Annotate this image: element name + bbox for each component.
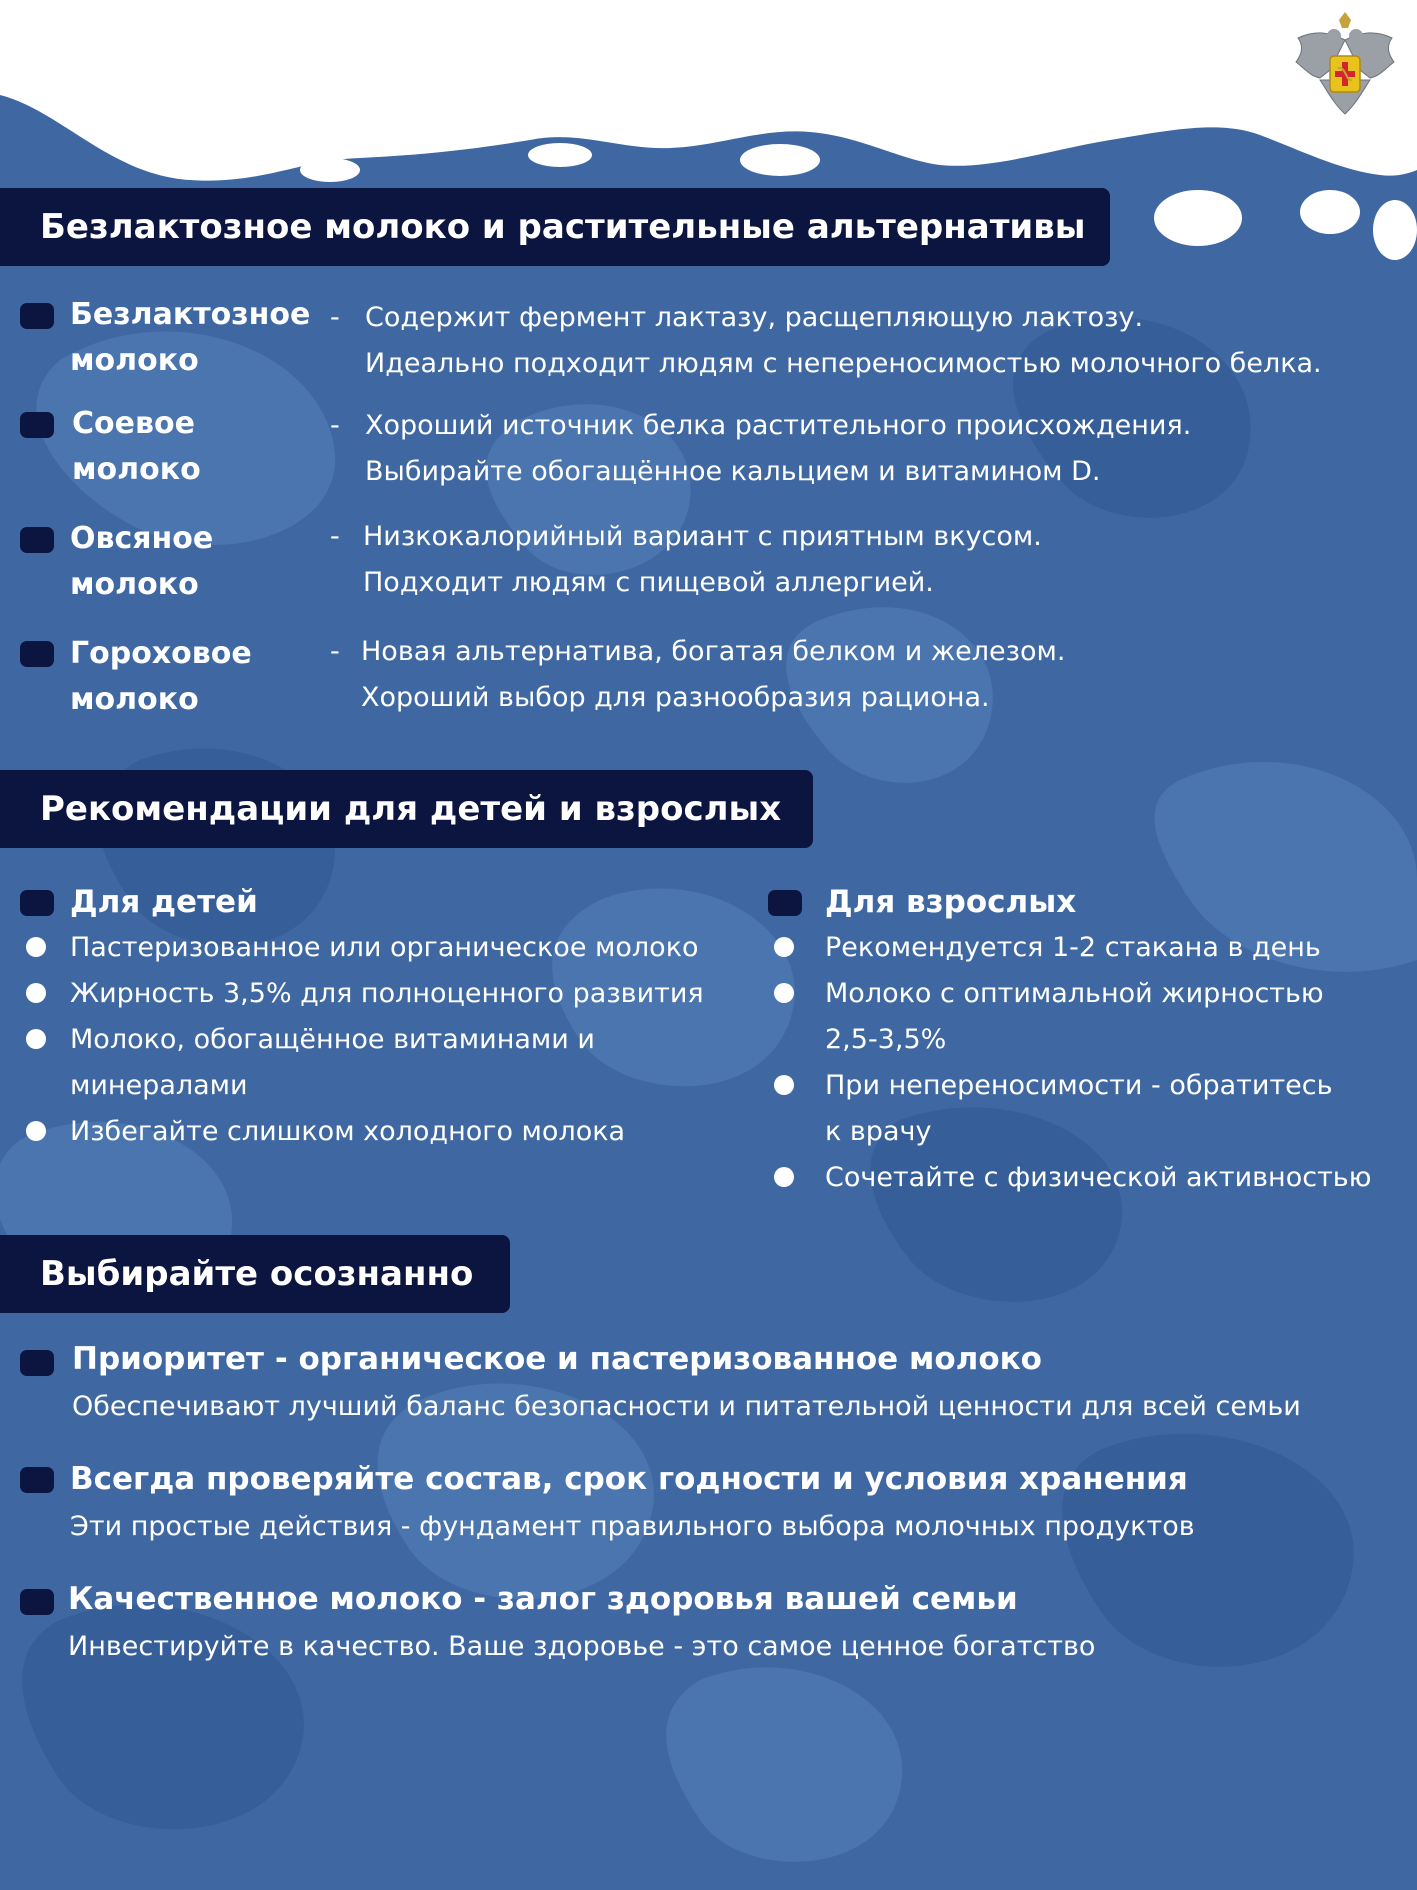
dot-bullet-icon <box>26 1029 46 1049</box>
milk-desc-line1: Содержит фермент лактазу, расщепляющую лактозу. <box>365 302 1144 333</box>
list-item: Молоко, обогащённое витаминами и <box>70 1024 595 1055</box>
milk-name-line1: Гороховое <box>70 636 252 671</box>
dot-bullet-icon <box>26 937 46 957</box>
list-item: Пастеризованное или органическое молоко <box>70 932 699 963</box>
list-item: Рекомендуется 1-2 стакана в день <box>825 932 1321 963</box>
milk-desc-line2: Идеально подходит людям с непереносимостью молочного белка. <box>365 348 1322 379</box>
square-bullet-icon <box>20 303 54 329</box>
rospotrebnadzor-emblem-icon <box>1290 10 1400 128</box>
list-item: Сочетайте с физической активностью <box>825 1162 1372 1193</box>
advice-text: Инвестируйте в качество. Ваше здоровье - это самое ценное богатство <box>68 1631 1096 1662</box>
list-item: Избегайте слишком холодного молока <box>70 1116 626 1147</box>
milk-name-line2: молоко <box>70 682 199 717</box>
milk-name-line1: Соевое <box>72 406 195 441</box>
milk-desc-line2: Хороший выбор для разнообразия рациона. <box>361 682 990 713</box>
list-item-continuation: 2,5-3,5% <box>825 1024 947 1055</box>
square-bullet-icon <box>768 890 802 916</box>
list-item: При непереносимости - обратитесь <box>825 1070 1333 1101</box>
adults-heading: Для взрослых <box>825 884 1077 920</box>
square-bullet-icon <box>20 412 54 438</box>
milk-name-line2: молоко <box>70 343 199 378</box>
dash-separator: - <box>330 302 340 333</box>
milk-name-line1: Безлактозное <box>70 297 311 332</box>
advice-text: Эти простые действия - фундамент правильного выбора молочных продуктов <box>70 1511 1195 1542</box>
square-bullet-icon <box>20 641 54 667</box>
list-item: Молоко с оптимальной жирностью <box>825 978 1324 1009</box>
list-item-continuation: минералами <box>70 1070 248 1101</box>
square-bullet-icon <box>20 1589 54 1615</box>
advice-lead: Всегда проверяйте состав, срок годности и условия хранения <box>70 1461 1188 1497</box>
advice-lead: Приоритет - органическое и пастеризованное молоко <box>72 1341 1042 1377</box>
milk-name-line2: молоко <box>70 567 199 602</box>
advice-lead: Качественное молоко - залог здоровья вашей семьи <box>68 1581 1018 1617</box>
milk-name-line1: Овсяное <box>70 521 214 556</box>
section-title-recommendations: Рекомендации для детей и взрослых <box>0 770 813 848</box>
section-title-choose-wisely: Выбирайте осознанно <box>0 1235 510 1313</box>
milk-desc-line1: Новая альтернатива, богатая белком и железом. <box>361 636 1066 667</box>
list-item: Жирность 3,5% для полноценного развития <box>70 978 704 1009</box>
milk-desc-line2: Выбирайте обогащённое кальцием и витамином D. <box>365 456 1101 487</box>
dot-bullet-icon <box>26 983 46 1003</box>
dash-separator: - <box>330 521 340 552</box>
milk-name-line2: молоко <box>72 452 201 487</box>
square-bullet-icon <box>20 1467 54 1493</box>
dash-separator: - <box>330 636 340 667</box>
milk-desc-line1: Хороший источник белка растительного происхождения. <box>365 410 1192 441</box>
list-item-continuation: к врачу <box>825 1116 932 1147</box>
dot-bullet-icon <box>774 983 794 1003</box>
milk-desc-line2: Подходит людям с пищевой аллергией. <box>363 567 934 598</box>
advice-text: Обеспечивают лучший баланс безопасности и питательной ценности для всей семьи <box>72 1391 1301 1422</box>
square-bullet-icon <box>20 890 54 916</box>
children-heading: Для детей <box>70 884 258 920</box>
dot-bullet-icon <box>26 1121 46 1141</box>
dot-bullet-icon <box>774 937 794 957</box>
dot-bullet-icon <box>774 1167 794 1187</box>
square-bullet-icon <box>20 1350 54 1376</box>
milk-desc-line1: Низкокалорийный вариант с приятным вкусом. <box>363 521 1042 552</box>
square-bullet-icon <box>20 527 54 553</box>
dot-bullet-icon <box>774 1075 794 1095</box>
section-title-lactose-free: Безлактозное молоко и растительные альтернативы <box>0 188 1110 266</box>
dash-separator: - <box>330 410 340 441</box>
